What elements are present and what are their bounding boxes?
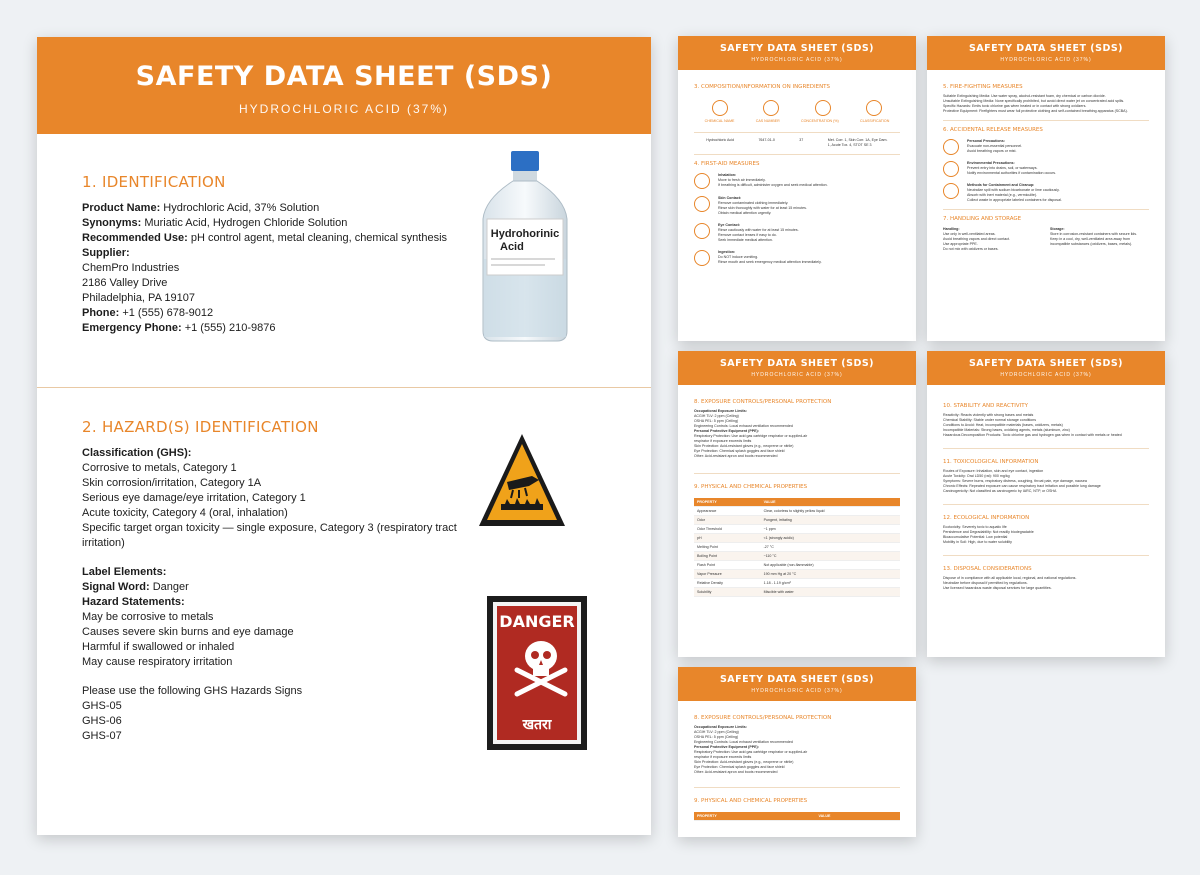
svg-text:Acid: Acid xyxy=(500,241,524,253)
composition-icons xyxy=(694,100,900,116)
person-icon xyxy=(943,139,959,155)
handling-storage: Handling: Use only in well-ventilated areas. Avoid breathing vapors and direct contact. Use appropriate PPE. Do not mix with oxidizers or bases. Storage: Store in corrosion-resistant containers with secure lids. Keep in a cool, dry, well-ventilated area away from incompatible substances (oxidizers, bases, metals). xyxy=(943,227,1138,251)
page-header: SAFETY DATA SHEET (SDS) HYDROCHLORIC ACID (37%) xyxy=(678,667,916,701)
svg-text:Hydrohorinic: Hydrohorinic xyxy=(490,228,560,240)
release-measures-list: Personal Precautions: Evacuate non-essential personnel. Avoid breathing vapors or mist. Environmental Precautions: Prevent entry into drains, soil, or waterways. Notify environmental authorities if contamination occurs. Methods for Containment and Cleanup: Neutralize spill with sodium bicarbonate or lime cautiously. Absorb with inert material (e.g., vermiculite). Collect waste in appropriate labeled containers for disposal. xyxy=(943,139,1149,203)
chemical-icon xyxy=(712,100,728,116)
toxicology-text: Routes of Exposure: Inhalation, skin and eye contact, ingestion Acute Toxicity: Oral LD50 (rat): 900 mg/kg Symptoms: Severe burns, respiratory distress, coughing, throat pain, eye damage, nausea Chronic Effects: Repeated exposure can cause respiratory tract irritation and possible lung damage Carcinogenicity: Not classified as carcinogenic by IARC, NTP, or OSHA xyxy=(943,469,1101,493)
first-aid-list: Inhalation: Move to fresh air immediately. If breathing is difficult, administer oxygen and seek medical attention. Skin Contact: Remove contaminated clothing immediately. Rinse skin thoroughly with water for at least 15 minutes. Obtain medical attention urgently. Eye Contact: Rinse cautiously with water for at least 15 minutes. Remove contact lenses if easy to do. Seek immediate medical attention. Ingestion: Do NOT induce vomiting. Rinse mouth and seek emergency medical attention immediately. xyxy=(694,173,900,266)
sds-page-exposure-copy xyxy=(678,667,916,837)
section-heading: 9. PHYSICAL AND CHEMICAL PROPERTIES xyxy=(694,798,808,804)
section-heading: 12. ECOLOGICAL INFORMATION xyxy=(943,515,1030,521)
section-heading: 9. PHYSICAL AND CHEMICAL PROPERTIES xyxy=(694,484,808,490)
eye-icon xyxy=(694,223,710,239)
page-title: SAFETY DATA SHEET (SDS) xyxy=(135,61,553,92)
section-heading: 3. COMPOSITION/INFORMATION ON INGREDIENTS xyxy=(694,84,831,90)
stability-text: Reactivity: Reacts violently with strong bases and metals Chemical Stability: Stable under normal storage conditions Conditions to Avoid: Heat, incompatible materials (bases, oxidizers, metals) Incompatible Materials: Strong bases, oxidizing agents, metals (aluminum, zinc) Hazardous Decomposition Products: Toxic chlorine gas and hydrogen gas when in contact with metals or heated xyxy=(943,413,1122,437)
composition-columns: CHEMICAL NAME CAS NUMBER CONCENTRATION (%) CLASSIFICATION xyxy=(704,119,890,123)
section-heading: 7. HANDLING AND STORAGE xyxy=(943,216,1022,222)
fire-fighting-text: Suitable Extinguishing Media: Use water spray, alcohol-resistant foam, dry chemical or carbon dioxide. Unsuitable Extinguishing Media: None specifically prohibited, but avoid direct water jet on concentrated acid spills. Specific Hazards: Emits toxic chlorine gas when heated or in contact with strong oxidizers. Protective Equipment: Firefighters must wear full protective clothing and self-contained breathing apparatus (SCBA). xyxy=(943,94,1128,113)
section-heading: 11. TOXICOLOGICAL INFORMATION xyxy=(943,459,1039,465)
skull-crossbones-icon xyxy=(511,636,571,698)
flask-icon xyxy=(815,100,831,116)
section-heading: 8. EXPOSURE CONTROLS/PERSONAL PROTECTION xyxy=(694,715,832,721)
inhalation-icon xyxy=(694,173,710,189)
danger-sign-image xyxy=(487,596,587,750)
danger-hindi-text: खतरा xyxy=(522,717,552,733)
properties-table: PROPERTY VALUE Appearance Clear, colorless to slightly yellow liquid Odor Pungent, irritating Odor Threshold ~1 ppm pH <1 (strongly acidic) Melting Point -27 °C Boiling Point ~110 °C Flash Point Not applicable (non-flammable) Vapor Pressure 190 mm Hg at 20 °C Relative Density 1.18 - 1.19 g/cm³ Solubility Miscible with water xyxy=(694,498,900,597)
skin-icon xyxy=(694,196,710,212)
danger-word: DANGER xyxy=(499,612,575,631)
sds-page-composition xyxy=(678,36,916,341)
sds-page-fire-fighting xyxy=(927,36,1165,341)
sds-main-page xyxy=(37,37,651,835)
hierarchy-icon xyxy=(866,100,882,116)
ecology-text: Ecotoxicity: Severely toxic to aquatic life Persistence and Degradability: Not readily biodegradable Bioaccumulative Potential: Low potential Mobility in Soil: High, due to water solubility xyxy=(943,525,1034,544)
exposure-text: Occupational Exposure Limits: ACGIH TLV: 2 ppm (Ceiling) OSHA PEL: 5 ppm (Ceiling) Engineering Controls: Local exhaust ventilation recommended Personal Protective Equipment (PPE): Respiratory Protection: Use acid gas cartridge respirator or supplied-air respirator if exposure exceeds limits Skin Protection: Acid-resistant gloves (e.g., neoprene or nitrile) Eye Protection: Chemical splash goggles and face shield Other: Acid-resistant apron and boots recommended xyxy=(694,409,808,458)
section-heading: 10. STABILITY AND REACTIVITY xyxy=(943,403,1028,409)
section-divider xyxy=(37,387,651,388)
sds-page-stability xyxy=(927,351,1165,657)
hazard-section xyxy=(82,418,462,744)
disposal-text: Dispose of in compliance with all applicable local, regional, and national regulations. Neutralize before disposal if permitted by regulations. Use licensed hazardous waste disposal services for large quantities. xyxy=(943,576,1077,590)
page-header: SAFETY DATA SHEET (SDS) HYDROCHLORIC ACID (37%) xyxy=(678,36,916,70)
page-header: SAFETY DATA SHEET (SDS) HYDROCHLORIC ACID (37%) xyxy=(927,351,1165,385)
identification-section xyxy=(82,173,462,336)
section-heading: 13. DISPOSAL CONSIDERATIONS xyxy=(943,566,1032,572)
properties-table: PROPERTY VALUE xyxy=(694,812,900,821)
ingestion-icon xyxy=(694,250,710,266)
section-heading: 1. IDENTIFICATION xyxy=(82,173,226,191)
exposure-text: Occupational Exposure Limits: ACGIH TLV: 2 ppm (Ceiling) OSHA PEL: 5 ppm (Ceiling) Engineering Controls: Local exhaust ventilation recommended Personal Protective Equipment (PPE): Respiratory Protection: Use acid gas cartridge respirator or supplied-air respirator if exposure exceeds limits Skin Protection: Acid-resistant gloves (e.g., neoprene or nitrile) Eye Protection: Chemical splash goggles and face shield Other: Acid-resistant apron and boots recommended xyxy=(694,725,808,774)
hazard-text: Classification (GHS): Corrosive to metals, Category 1 Skin corrosion/irritation, Category 1A Serious eye damage/eye irritation, Category 1 Acute toxicity, Category 4 (oral, inhalation) Specific target organ toxicity — single exposure, Category 3 (respiratory tract irritation) Label Elements: Signal Word: Danger Hazard Statements: May be corrosive to metals Causes severe skin burns and eye damage Harmful if swallowed or inhaled May cause respiratory irritation Please use the following GHS Hazards Signs GHS-05 GHS-06 GHS-07 xyxy=(82,447,457,742)
sds-page-exposure xyxy=(678,351,916,657)
section-heading: 5. FIRE-FIGHTING MEASURES xyxy=(943,84,1023,90)
corrosive-warning-icon xyxy=(477,432,567,532)
cas-icon xyxy=(763,100,779,116)
page-header xyxy=(37,37,651,134)
section-heading: 4. FIRST-AID MEASURES xyxy=(694,161,760,167)
plant-icon xyxy=(943,161,959,177)
section-heading: 2. HAZARD(S) IDENTIFICATION xyxy=(82,418,319,436)
composition-row: Hydrochloric Acid 7647-01-0 37 Met. Corr. 1, Skin Corr. 1A, Eye Dam. 1, Acute Tox. 4, STOT SE 3 xyxy=(694,132,900,148)
identification-text: Product Name: Hydrochloric Acid, 37% Solution Synonyms: Muriatic Acid, Hydrogen Chloride Solution Recommended Use: pH control agent, metal cleaning, chemical synthesis Supplier: ChemPro Industries 2186 Valley Drive Philadelphia, PA 19107 Phone: +1 (555) 678-9012 Emergency Phone: +1 (555) 210-9876 xyxy=(82,202,448,334)
section-heading: 8. EXPOSURE CONTROLS/PERSONAL PROTECTION xyxy=(694,399,832,405)
page-header: SAFETY DATA SHEET (SDS) HYDROCHLORIC ACID (37%) xyxy=(927,36,1165,70)
container-icon xyxy=(943,183,959,199)
page-subtitle: HYDROCHLORIC ACID (37%) xyxy=(238,102,450,116)
page-header: SAFETY DATA SHEET (SDS) HYDROCHLORIC ACID (37%) xyxy=(678,351,916,385)
section-heading: 6. ACCIDENTAL RELEASE MEASURES xyxy=(943,127,1043,133)
acid-bottle-image xyxy=(475,149,575,344)
